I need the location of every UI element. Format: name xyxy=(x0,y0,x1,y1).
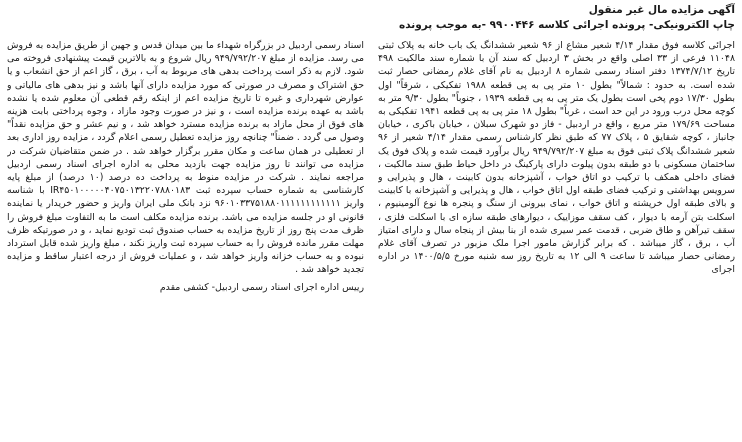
right-column-text: اجرائی کلاسه فوق مقدار ۴/۱۴ شعیر مشاع از ۹۶ شعیر ششدانگ یک باب خانه به پلاک ثبتی ۱۱۰۴۸ فرعی از ۳۳ اصلی واقع در بخش ۳ اردبیل که سند آن با شماره سند مالکیت ۴۹۸ تاریخ ۱۳۷۴/۷/۱۲ دفتر اسناد رسمی شماره ۸ اردبیل به نام آقای غلام رمضانی حصار ثبت شده است. به حدود : شمالاً" بطول ۱۰ متر پی به پی قطعه ۱۹۸۸ تفکیکی ، شرقاً" اول بطول ۱۷/۳۰ دوم پخی است بطول یک متر پی به پی قطعه ۱۹۳۹ ، جنوباً" بطول ۹/۳۰ متر به کوچه محل درب ورود در این حد است ، غرباً" بطول ۱۸ متر پی به پی قطعه ۱۹۴۱ تفکیکی به مساحت ۱۷۹/۶۹ متر مربع ، واقع در اردبیل - فاز دو شهرک سبلان ، خیابان باکری ، خیابان جانباز ، کوچه شقایق ۵ ، پلاک ۷۷ که طبق نظر کارشناس رسمی مقدار ۴/۱۴ شعیر از ۹۶ شعیر ششدانگ پلاک ثبتی فوق به مبلغ ۹۴۹/۷۹۲/۲۰۷ ریال برآورد قیمت شده و پلاک فوق یک ساختمان مسکونی با دو طبقه بدون پیلوت دارای پارکینگ در داخل حیاط طبق سند مالکیت ، فضای داخلی همکف با ترکیب دو اتاق خواب ، آشپزخانه بدون کابینت ، هال و پذیرایی و سرویس بهداشتی و ترکیب فضای طبقه اول اتاق خواب ، هال و پذیرایی و آشپزخانه با کابینت و بالای طبقه اول خرپشته و اتاق خواب ، نمای بیرونی از سنگ و پنجره ها نوع آلومینیوم ، اسکلت بتن آرمه با دیوار ، کف سقف موزاییک ، دیوارهای طبقه سازه ای با اسکلت فلزی ، سقف تیرآهن و طاق ضربی ، قدمت عمر سیری شده از بنا بیش از پنجاه سال و دارای امتیاز آب ، برق ، گاز میباشد . که برابر گزارش مامور اجرا ملک مزبور در تصرف آقای غلام رمضانی حصار میباشد تا ساعت ۹ الی ۱۲ به تاریخ روز سه شنبه مورخ ۱۴۰۰/۵/۵ در اداره اجرای xyxy=(378,40,735,276)
notice-body xyxy=(7,39,735,435)
notice-header xyxy=(7,3,735,39)
left-column-text: اسناد رسمی اردبیل در بزرگراه شهداء ما بین میدان قدس و جهین از طریق مزایده به فروش می رسد. مزایده از مبلغ ۹۴۹/۷۹۲/۲۰۷ ریال شروع و به بالاترین قیمت پیشنهادی فروخته می شود. لازم به ذکر است پرداخت بدهی های مربوط به آب ، برق ، گاز اعم از حق انشعاب و یا حق اشتراک و مصرف در صورتی که مورد مزایده دارای آنها باشد و نیز بدهی های مالیاتی و عوارض شهرداری و غیره تا تاریخ مزایده اعم از اینکه رقم قطعی آن معلوم شده یا نشده باشد به عهده برنده مزایده است ، و نیز در صورت وجود مازاد ، وجوه پرداختی بابت هزینه های فوق از محل مازاد به برنده مزایده مسترد خواهد شد ، و نیم عشر و حق مزایده نقداً" وصول می گردد . ضمناً" چنانچه روز مزایده تعطیل رسمی اعلام گردد ، مزایده روز اداری بعد از تعطیلی در همان ساعت و مکان مقرر برگزار خواهد شد . در ضمن متقاضیان شرکت در مزایده می توانند تا روز مزایده جهت بازدید محلی به اداره اجرای اسناد رسمی اردبیل مراجعه نمایند . شرکت در مزایده منوط به پرداخت ده درصد (۱۰ درصد) از مبلغ پایه کارشناسی به شماره حساب سپرده ثبت IR۴۵۰۱۰۰۰۰۰۴۰۷۵۰۱۳۲۲۰۷۸۸۰۱۸۳ با شناسه واریز ۹۶۰۱۰۳۳۷۵۱۸۸۰۱۱۱۱۱۱۱۱۱۱۱۱ نزد بانک ملی ایران واریز و حضور خریدار یا نماینده قانونی او در جلسه مزایده می باشد. برنده مزایده مکلف است ما به التفاوت مبلغ فروش را ظرف مدت پنج روز از تاریخ مزایده به حساب صندوق ثبت تودیع نماید ، و در صورتیکه ظرف مهلت مقرر مانده فروش را به حساب سپرده ثبت واریز نکند ، مبلغ واریز شده قابل استرداد نبوده و به حساب خزانه واریز خواهد شد ، و عملیات فروش از درجه اعتبار ساقط و مزایده تجدید خواهد شد . xyxy=(7,40,364,276)
notice-subtitle: چاپ الکترونیکی- پرونده اجرائی کلاسه ۹۹۰۰۴۴۶ -به موجب پرونده xyxy=(399,19,735,31)
right-column xyxy=(378,39,735,435)
signature: رییس اداره اجرای اسناد رسمی اردبیل- کشفی مقدم xyxy=(159,281,364,293)
notice-title: آگهی مزایده مال غیر منقول xyxy=(588,4,735,16)
left-column xyxy=(7,39,364,435)
